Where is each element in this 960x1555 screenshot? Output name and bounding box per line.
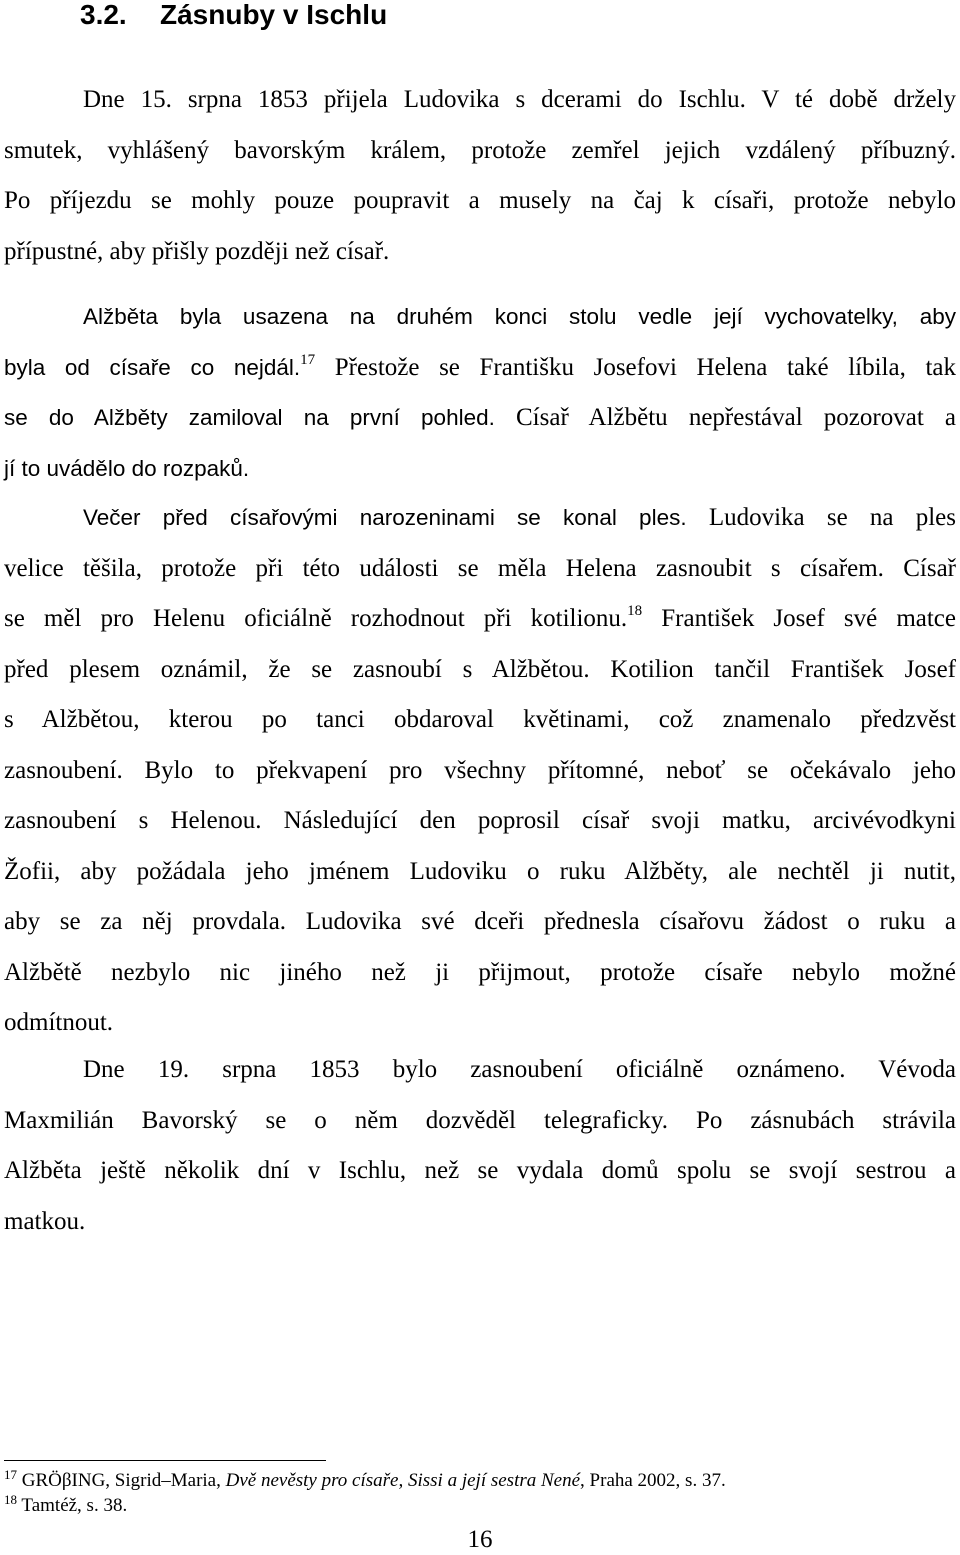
text-line: Po příjezdu se mohly pouze poupravit a musely na čaj k císaři, protože nebylo: [4, 187, 956, 214]
text-line: s Alžbětou, kterou po tanci obdaroval květinami, což znamenalo předzvěst: [4, 706, 956, 733]
section-heading: [80, 0, 387, 35]
text-line: Žofii, aby požádala jeho jménem Ludoviku o ruku Alžběty, ale nechtěl ji nutit,: [4, 857, 956, 885]
footnote-17: [4, 1468, 956, 1493]
footnote-title: Dvě nevěsty pro císaře, Sissi a její sestra Nené: [225, 1470, 581, 1491]
footnote-number: 18: [4, 1492, 17, 1507]
text-run: Císař Alžbětu nepřestával pozorovat a: [494, 404, 957, 431]
text-run: byla od císaře co nejdál.: [4, 354, 301, 380]
text-line: Dne 19. srpna 1853 bylo zasnoubení oficiálně oznámeno. Vévoda: [83, 1056, 956, 1083]
text-run: se měl pro Helenu oficiálně rozhodnout při kotilionu.: [4, 605, 628, 632]
footnote-ref-17[interactable]: 17: [300, 351, 316, 368]
paragraph-2: [4, 292, 956, 494]
text-line: zasnoubení. Bylo to překvapení pro všechny přítomné, neboť se očekávalo jeho: [4, 756, 956, 784]
text-run: se do Alžběty zamiloval na první pohled.: [4, 405, 495, 430]
text-line: Alžběta byla usazena na druhém konci stolu vedle její vychovatelky, aby: [83, 304, 956, 329]
footnote-text: Tamtéž, s. 38.: [21, 1495, 128, 1516]
footnote-divider: [4, 1460, 326, 1461]
text-line: zasnoubení s Helenou. Následující den poprosil císař svoji matku, arcivévodkyni: [4, 807, 956, 834]
footnote-18: [4, 1493, 956, 1518]
text-line: smutek, vyhlášený bavorským králem, protože zemřel jejich vzdálený příbuzný.: [4, 136, 956, 164]
text-line: přípustné, aby přišly později než císař.: [4, 237, 390, 265]
text-line: velice těšila, protože při této události se měla Helena zasnoubit s císařem. Císař: [4, 554, 956, 582]
text-line: Alžběta ještě několik dní v Ischlu, než se vydala domů spolu se svojí sestrou a: [4, 1157, 956, 1184]
text-line: aby se za něj provdala. Ludovika své dceři přednesla císařovu žádost o ruku a: [4, 908, 956, 935]
text-run: Večer před císařovými narozeninami se konal ples.: [83, 505, 687, 530]
section-title: Zásnuby v Ischlu: [160, 0, 388, 30]
text-line: Alžbětě nezbylo nic jiného než ji přijmout, protože císaře nebylo možné: [4, 958, 956, 986]
text-run: František Josef své matce: [642, 605, 957, 632]
text-line: jí to uvádělo do rozpaků.: [4, 455, 250, 481]
text-run: Přestože se Františku Josefovi Helena také líbila, tak: [315, 353, 956, 381]
text-line: Maxmilián Bavorský se o něm dozvěděl telegraficky. Po zásnubách strávila: [4, 1106, 956, 1134]
text-line: [4, 493, 956, 544]
text-line: před plesem oznámil, že se zasnoubí s Alžbětou. Kotilion tančil František Josef: [4, 655, 956, 683]
footnote-number: 17: [4, 1467, 17, 1482]
text-line: odmítnout.: [4, 1009, 114, 1036]
text-line: [4, 393, 956, 444]
section-number: 3.2.: [80, 0, 127, 30]
footnote-author: GRÖβING, Sigrid–Maria,: [21, 1470, 226, 1491]
paragraph-4: [4, 1045, 956, 1247]
paragraph-1: [4, 75, 956, 277]
footnote-ref-18[interactable]: 18: [627, 603, 643, 619]
footnote-details: , Praha 2002, s. 37.: [580, 1470, 726, 1491]
text-run: Ludovika se na ples: [686, 504, 956, 531]
text-line: [4, 594, 956, 645]
text-line: [4, 343, 956, 394]
footnotes: [4, 1468, 956, 1518]
text-line: matkou.: [4, 1207, 86, 1235]
page-number: 16: [467, 1526, 493, 1553]
text-line: Dne 15. srpna 1853 přijela Ludovika s dcerami do Ischlu. V té době držely: [83, 86, 956, 113]
paragraph-3: [4, 493, 956, 1049]
